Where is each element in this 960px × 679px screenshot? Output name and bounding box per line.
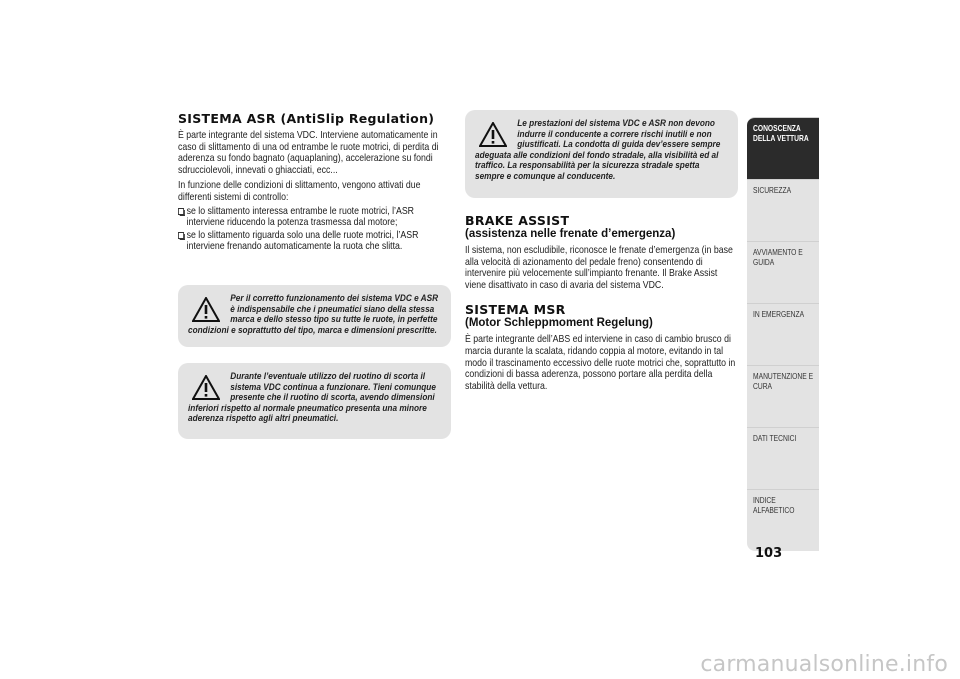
warning-text-continued: inferiori rispetto al normale pneumatico presenta una minore aderenza rispetto agli altri pneumatici. — [188, 401, 427, 424]
left-column — [178, 112, 452, 254]
brake-assist-title: BRAKE ASSIST — [465, 213, 570, 228]
page-number: 103 — [755, 546, 783, 561]
asr-paragraph-2: In funzione delle condizioni di slittamento, vengono attivati due differenti sistemi di controllo: — [178, 180, 421, 203]
checkbox-bullet-icon — [178, 232, 184, 239]
checkbox-bullet-icon — [178, 208, 184, 215]
list-item: se lo slittamento riguarda solo una delle ruote motrici, l’ASR interviene frenando automaticamente la ruota che slitta. — [178, 230, 451, 253]
list-item: se lo slittamento interessa entrambe le ruote motrici, l’ASR interviene riducendo la potenza trasmessa dal motore; — [178, 206, 451, 229]
tab-avviamento-e-guida[interactable]: AVVIAMENTO E GUIDA — [747, 241, 819, 303]
msr-paragraph: È parte integrante dell’ABS ed interviene in caso di cambio brusco di marcia durante la scalata, ridando coppia al motore, evitando in tal modo il trascinamento eccessivo delle ruote motrici che, soprattutto in condizioni di bassa aderenza, possono portare alla perdita della stabilità della vettura. — [465, 334, 736, 392]
tab-manutenzione-e-cura[interactable]: MANUTENZIONE E CURA — [747, 365, 819, 427]
tab-in-emergenza[interactable]: IN EMERGENZA — [747, 303, 819, 365]
warning-box-driving-responsibility — [465, 110, 738, 198]
warning-text-main: Per il corretto funzionamento dei sistema VDC e ASR è indispensabile che i pneumatici siano della stessa marca e dello stesso tipo su tutte le ruote, in perfette — [230, 292, 439, 325]
asr-section-title: SISTEMA ASR (AntiSlip Regulation) — [178, 111, 435, 126]
tab-dati-tecnici[interactable]: DATI TECNICI — [747, 427, 819, 489]
tab-indice-alfabetico[interactable]: INDICE ALFABETICO — [747, 489, 819, 551]
warning-box-tyres — [178, 285, 451, 347]
warning-text-main: Durante l’eventuale utilizzo del ruotino di scorta il sistema VDC continua a funzionare. Tieni comunque presente che il ruotino di scorta, avendo dimensioni — [230, 370, 436, 403]
warning-text-continued: adeguata alle condizioni del fondo stradale, alla visibilità ed al traffico. La responsabilità per la sicurezza stradale spetta sempre e comunque al conducente. — [475, 148, 719, 181]
msr-title: SISTEMA MSR — [465, 302, 566, 318]
chapter-tabs — [747, 117, 819, 551]
right-column — [465, 214, 738, 392]
tab-sicurezza[interactable]: SICUREZZA — [747, 179, 819, 241]
tab-conoscenza-della-vettura[interactable]: CONOSCENZA DELLA VETTURA — [747, 117, 819, 179]
warning-text-main: Le prestazioni del sistema VDC e ASR non devono indurre il conducente a correre rischi inutili e non giustificati. La condotta di guida dev’essere sempre — [517, 117, 721, 150]
warning-text-continued: condizioni e soprattutto del tipo, marca e dimensioni prescritte. — [188, 323, 437, 335]
warning-box-spare-wheel — [178, 363, 451, 439]
asr-paragraph-1: È parte integrante del sistema VDC. Interviene automaticamente in caso di slittamento di una od entrambe le ruote motrici, di perdita di aderenza su fondo bagnato (aquaplaning), accelerazione su fondi sdrucciolevoli, innevati o ghiacciati, ecc... — [178, 130, 439, 176]
watermark: carmanualsonline.info — [700, 652, 948, 677]
brake-assist-paragraph: Il sistema, non escludibile, riconosce le frenate d’emergenza (in base alla velocità di azionamento del pedale freno) consentendo di intervenire più velocemente sull’impianto frenante. Il Brake Assist viene disattivato in caso di avaria del sistema VDC. — [465, 245, 733, 291]
brake-assist-subtitle: (assistenza nelle frenate d’emergenza) — [465, 228, 676, 240]
asr-bullet-list — [178, 206, 452, 253]
msr-subtitle: (Motor Schleppmoment Regelung) — [465, 317, 653, 330]
